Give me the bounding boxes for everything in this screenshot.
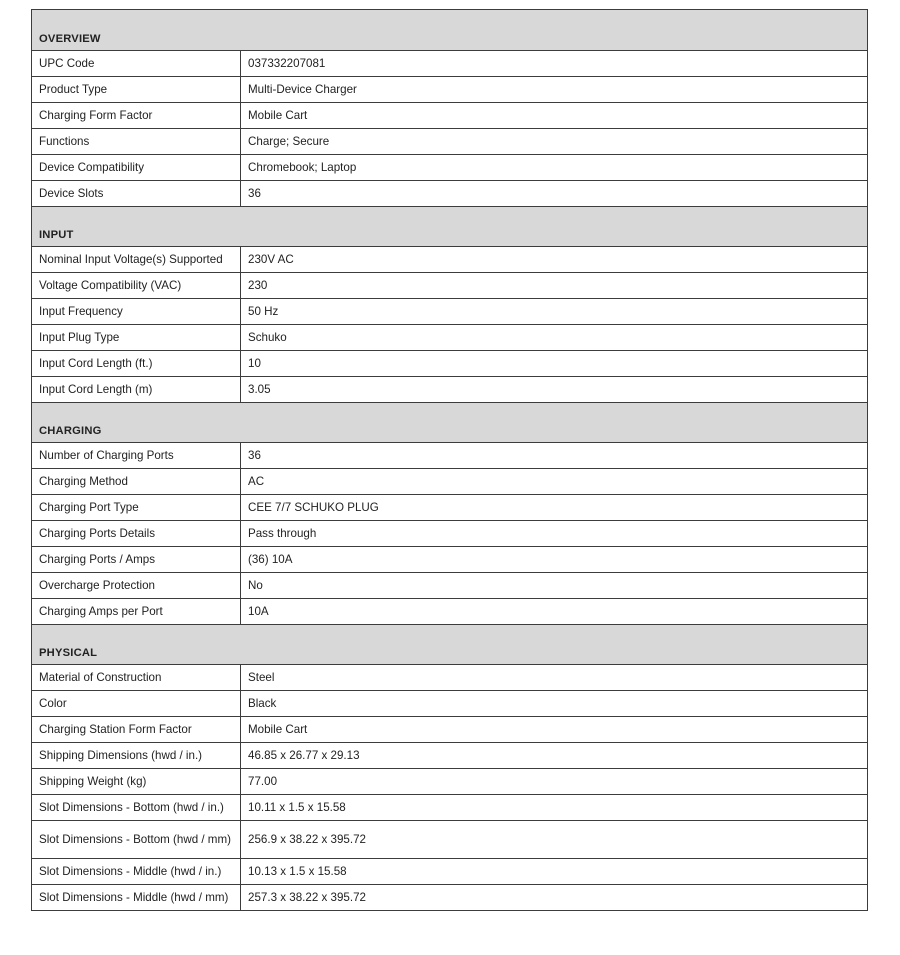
spec-label: Slot Dimensions - Middle (hwd / mm): [32, 885, 241, 911]
spec-value: Mobile Cart: [241, 103, 868, 129]
spec-label: Product Type: [32, 77, 241, 103]
spec-value: 36: [241, 181, 868, 207]
section-header-charging: [32, 403, 868, 443]
spec-label: Charging Ports / Amps: [32, 547, 241, 573]
section-header-input: [32, 207, 868, 247]
table-row: [32, 351, 868, 377]
spec-label: Slot Dimensions - Middle (hwd / in.): [32, 859, 241, 885]
table-row: [32, 273, 868, 299]
table-row: [32, 325, 868, 351]
section-title: CHARGING: [32, 403, 868, 443]
table-row: [32, 103, 868, 129]
table-row: [32, 795, 868, 821]
spec-value: 50 Hz: [241, 299, 868, 325]
spec-label: Input Cord Length (ft.): [32, 351, 241, 377]
spec-label: Color: [32, 691, 241, 717]
spec-value: 10.11 x 1.5 x 15.58: [241, 795, 868, 821]
spec-value: Schuko: [241, 325, 868, 351]
table-row: [32, 495, 868, 521]
spec-sheet: [31, 9, 867, 911]
section-title: INPUT: [32, 207, 868, 247]
table-row: [32, 547, 868, 573]
table-row: [32, 885, 868, 911]
table-row: [32, 129, 868, 155]
spec-label: Input Frequency: [32, 299, 241, 325]
spec-label: Shipping Dimensions (hwd / in.): [32, 743, 241, 769]
table-row: [32, 377, 868, 403]
spec-label: Material of Construction: [32, 665, 241, 691]
spec-label: Overcharge Protection: [32, 573, 241, 599]
spec-label: Shipping Weight (kg): [32, 769, 241, 795]
section-header-physical: [32, 625, 868, 665]
spec-label: UPC Code: [32, 51, 241, 77]
spec-value: Pass through: [241, 521, 868, 547]
table-row: [32, 769, 868, 795]
table-row: [32, 691, 868, 717]
spec-value: Charge; Secure: [241, 129, 868, 155]
spec-value: CEE 7/7 SCHUKO PLUG: [241, 495, 868, 521]
table-row: [32, 247, 868, 273]
spec-label: Charging Ports Details: [32, 521, 241, 547]
spec-value: 46.85 x 26.77 x 29.13: [241, 743, 868, 769]
spec-label: Nominal Input Voltage(s) Supported: [32, 247, 241, 273]
table-row: [32, 155, 868, 181]
table-row: [32, 77, 868, 103]
table-row: [32, 51, 868, 77]
section-header-overview: [32, 10, 868, 51]
spec-value: 230V AC: [241, 247, 868, 273]
table-row: [32, 181, 868, 207]
spec-value: Steel: [241, 665, 868, 691]
spec-value: AC: [241, 469, 868, 495]
spec-label: Charging Port Type: [32, 495, 241, 521]
spec-label: Voltage Compatibility (VAC): [32, 273, 241, 299]
spec-label: Input Plug Type: [32, 325, 241, 351]
spec-value: 36: [241, 443, 868, 469]
table-row: [32, 717, 868, 743]
spec-value: 037332207081: [241, 51, 868, 77]
table-row: [32, 521, 868, 547]
spec-label: Charging Station Form Factor: [32, 717, 241, 743]
spec-label: Number of Charging Ports: [32, 443, 241, 469]
spec-value: Mobile Cart: [241, 717, 868, 743]
spec-value: 230: [241, 273, 868, 299]
table-row: [32, 665, 868, 691]
table-row: [32, 599, 868, 625]
spec-label: Input Cord Length (m): [32, 377, 241, 403]
table-row: [32, 573, 868, 599]
section-title: PHYSICAL: [32, 625, 868, 665]
spec-label: Functions: [32, 129, 241, 155]
table-row: [32, 821, 868, 859]
spec-value: No: [241, 573, 868, 599]
spec-value: Chromebook; Laptop: [241, 155, 868, 181]
spec-value: 10: [241, 351, 868, 377]
table-row: [32, 743, 868, 769]
table-row: [32, 859, 868, 885]
spec-table: [31, 9, 868, 911]
spec-label: Charging Method: [32, 469, 241, 495]
spec-label: Device Slots: [32, 181, 241, 207]
spec-value: 256.9 x 38.22 x 395.72: [241, 821, 868, 859]
table-row: [32, 443, 868, 469]
spec-label: Device Compatibility: [32, 155, 241, 181]
spec-value: (36) 10A: [241, 547, 868, 573]
table-row: [32, 469, 868, 495]
spec-label: Slot Dimensions - Bottom (hwd / mm): [32, 821, 241, 859]
spec-value: 10.13 x 1.5 x 15.58: [241, 859, 868, 885]
table-row: [32, 299, 868, 325]
spec-value: 257.3 x 38.22 x 395.72: [241, 885, 868, 911]
spec-value: 77.00: [241, 769, 868, 795]
spec-label: Charging Amps per Port: [32, 599, 241, 625]
spec-value: 10A: [241, 599, 868, 625]
spec-value: Multi-Device Charger: [241, 77, 868, 103]
section-title: OVERVIEW: [32, 10, 868, 51]
spec-label: Charging Form Factor: [32, 103, 241, 129]
spec-value: 3.05: [241, 377, 868, 403]
spec-label: Slot Dimensions - Bottom (hwd / in.): [32, 795, 241, 821]
spec-value: Black: [241, 691, 868, 717]
